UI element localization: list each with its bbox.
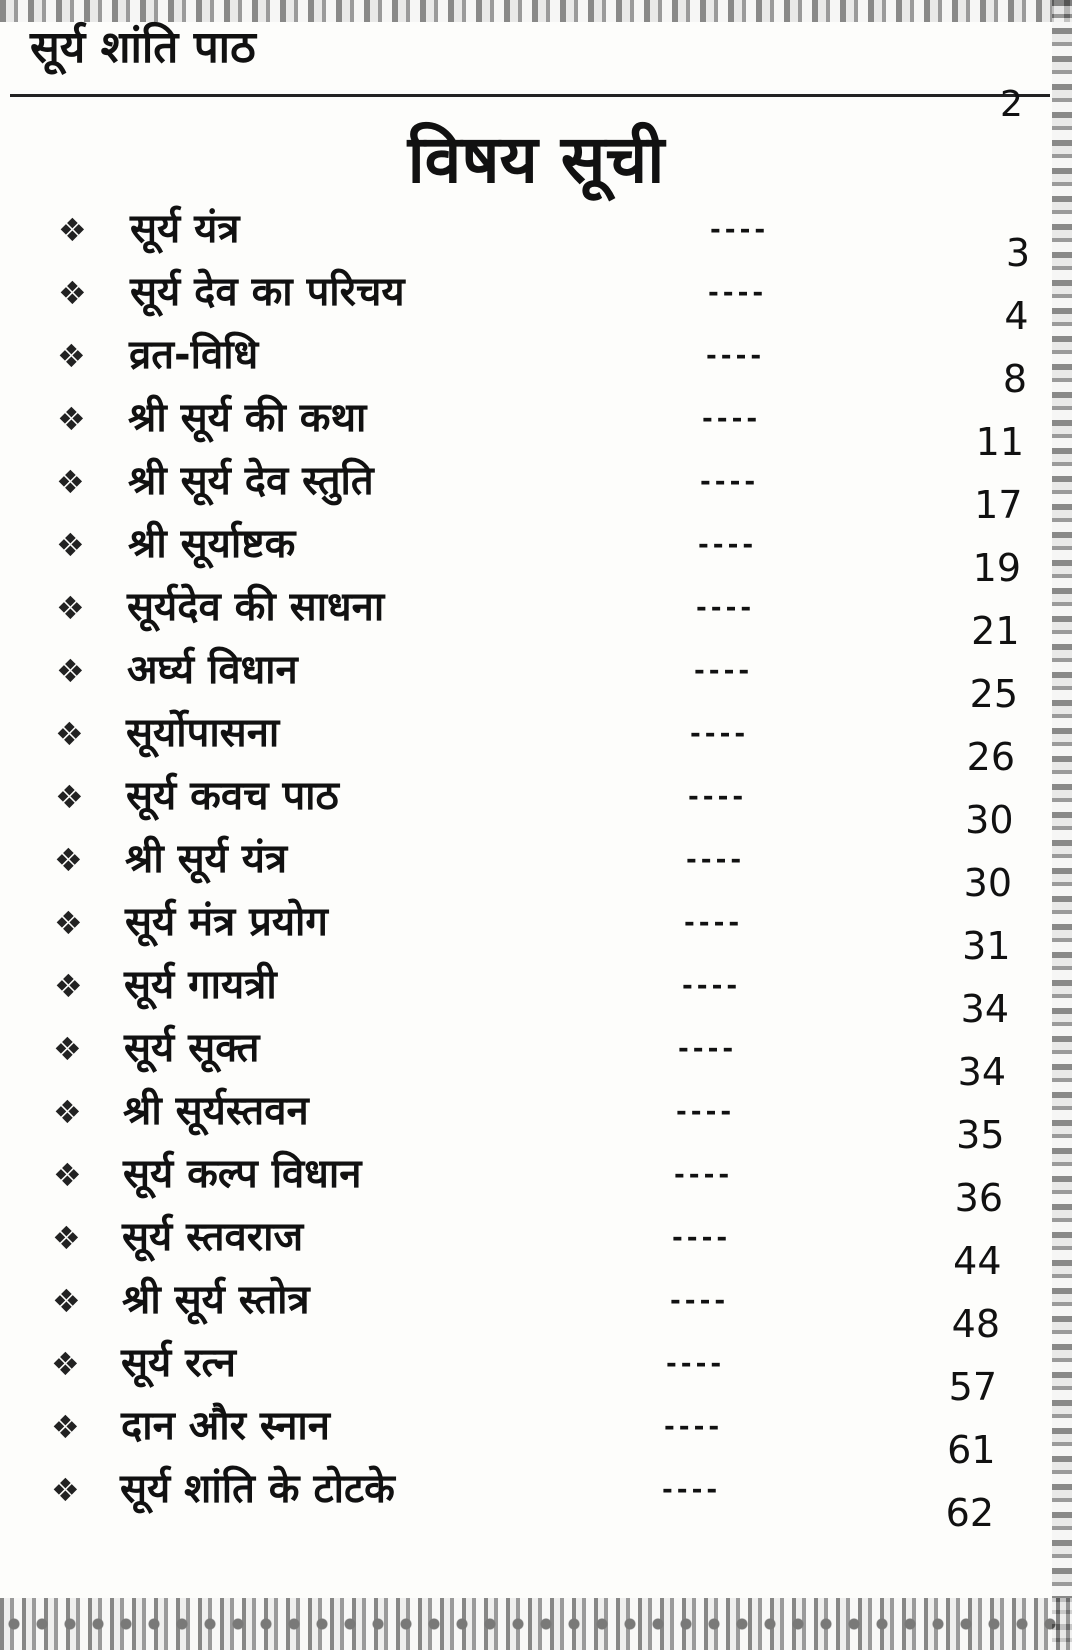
diamond-cluster-icon: ❖ [52,1282,81,1320]
diamond-cluster-icon: ❖ [51,1471,80,1509]
diamond-cluster-icon: ❖ [52,1219,81,1257]
toc-entry-title: सूर्य रत्न [121,1340,237,1386]
toc-entry-title: व्रत-विधि [129,332,259,378]
toc-entry-title: श्री सूर्य यंत्र [125,836,288,882]
toc-leader-dashes: ---- [674,1160,734,1190]
toc-entry-title: श्री सूर्याष्टक [128,521,296,567]
toc-entry-title: सूर्य कल्प विधान [123,1151,362,1197]
decorative-border-bottom [0,1598,1072,1650]
diamond-cluster-icon: ❖ [53,1156,82,1194]
toc-entry-page: 3 [1005,231,1030,275]
toc-entry-title: श्री सूर्य देव स्तुति [128,458,374,504]
toc-heading: विषय सूची [407,121,665,198]
toc-leader-dashes: ---- [672,1223,732,1253]
toc-entry [0,956,1072,1031]
toc-entry [0,641,1072,716]
toc-entry-title: सूर्य स्तवराज [122,1214,304,1260]
diamond-cluster-icon: ❖ [58,274,87,312]
toc-entry [0,1271,1072,1346]
running-header-title: सूर्य शांति पाठ [30,22,256,73]
toc-entry-page: 34 [957,1050,1006,1094]
toc-entry [0,1334,1072,1409]
toc-entry-page: 35 [956,1113,1005,1157]
toc-entry-title: श्री सूर्यस्तवन [123,1088,309,1134]
toc-entry-title: श्री सूर्य की कथा [128,395,367,441]
toc-entry [0,263,1072,338]
toc-entry-page: 48 [951,1302,1000,1346]
toc-entry-title: श्री सूर्य स्तोत्र [122,1277,310,1323]
toc-entry [0,389,1072,464]
toc-entry-page: 62 [945,1491,994,1535]
diamond-cluster-icon: ❖ [51,1345,80,1383]
toc-entry-page: 57 [948,1365,997,1409]
toc-entry-page: 44 [953,1239,1002,1283]
toc-entry [0,893,1072,968]
toc-entry [0,1460,1072,1535]
toc-entry [0,1082,1072,1157]
toc-entry-page: 8 [1002,357,1027,401]
toc-leader-dashes: ---- [686,845,746,875]
toc-entry-title: सूर्य गायत्री [124,962,277,1008]
diamond-cluster-icon: ❖ [51,1408,80,1446]
toc-entry-title: अर्घ्य विधान [127,647,298,693]
toc-entry-title: दान और स्नान [121,1403,330,1449]
toc-entry-page: 11 [975,420,1024,464]
diamond-cluster-icon: ❖ [54,967,83,1005]
toc-entry-title: सूर्य कवच पाठ [126,773,339,819]
toc-leader-dashes: ---- [684,908,744,938]
toc-entry-page: 21 [971,609,1020,653]
toc-entry [0,1208,1072,1283]
diamond-cluster-icon: ❖ [57,400,86,438]
toc-leader-dashes: ---- [678,1034,738,1064]
toc-leader-dashes: ---- [706,341,766,371]
toc-leader-dashes: ---- [698,530,758,560]
toc-leader-dashes: ---- [676,1097,736,1127]
diamond-cluster-icon: ❖ [58,211,87,249]
toc-leader-dashes: ---- [700,467,760,497]
toc-entry-page: 4 [1004,294,1029,338]
toc-entry-title: सूर्योपासना [126,710,280,756]
toc-entry-page: 25 [969,672,1018,716]
toc-entry [0,326,1072,401]
toc-entry-page: 26 [966,735,1015,779]
toc-entry-page: 31 [962,924,1011,968]
toc-leader-dashes: ---- [708,278,768,308]
toc-leader-dashes: ---- [662,1475,722,1505]
toc-leader-dashes: ---- [690,719,750,749]
toc-entry-title: सूर्यदेव की साधना [127,584,385,630]
toc-entry [0,1397,1072,1472]
toc-entry [0,1019,1072,1094]
toc-leader-dashes: ---- [694,656,754,686]
toc-entry-page: 30 [965,798,1014,842]
toc-entry-title: सूर्य देव का परिचय [130,269,405,315]
toc-entry-title: सूर्य शांति के टोटके [120,1466,395,1512]
diamond-cluster-icon: ❖ [56,589,85,627]
diamond-cluster-icon: ❖ [54,904,83,942]
diamond-cluster-icon: ❖ [56,463,85,501]
toc-entry-page: 61 [947,1428,996,1472]
toc-leader-dashes: ---- [702,404,762,434]
diamond-cluster-icon: ❖ [56,526,85,564]
diamond-cluster-icon: ❖ [57,337,86,375]
toc-entry-title: सूर्य यंत्र [130,206,240,252]
diamond-cluster-icon: ❖ [55,778,84,816]
toc-entry-title: सूर्य मंत्र प्रयोग [125,899,328,945]
toc-leader-dashes: ---- [670,1286,730,1316]
toc-entry-page: 34 [960,987,1009,1031]
toc-leader-dashes: ---- [710,215,770,245]
toc-entry [0,200,1072,275]
toc-entry [0,704,1072,779]
toc-entry [0,578,1072,653]
diamond-cluster-icon: ❖ [53,1030,82,1068]
toc-entry-page: 30 [963,861,1012,905]
toc-entry [0,452,1072,527]
toc-entry [0,767,1072,842]
toc-leader-dashes: ---- [696,593,756,623]
page-number: 2 [1000,84,1023,125]
header-rule [10,94,1050,97]
toc-entry-page: 19 [972,546,1021,590]
toc-entry-page: 17 [974,483,1023,527]
diamond-cluster-icon: ❖ [56,652,85,690]
toc-entry [0,1145,1072,1220]
toc-entry [0,515,1072,590]
diamond-cluster-icon: ❖ [55,715,84,753]
toc-entry-title: सूर्य सूक्त [124,1025,260,1071]
toc-leader-dashes: ---- [688,782,748,812]
diamond-cluster-icon: ❖ [53,1093,82,1131]
toc-leader-dashes: ---- [682,971,742,1001]
toc-entry [0,830,1072,905]
diamond-cluster-icon: ❖ [54,841,83,879]
toc-leader-dashes: ---- [666,1349,726,1379]
toc-list [0,200,1072,1535]
toc-entry-page: 36 [954,1176,1003,1220]
toc-leader-dashes: ---- [664,1412,724,1442]
